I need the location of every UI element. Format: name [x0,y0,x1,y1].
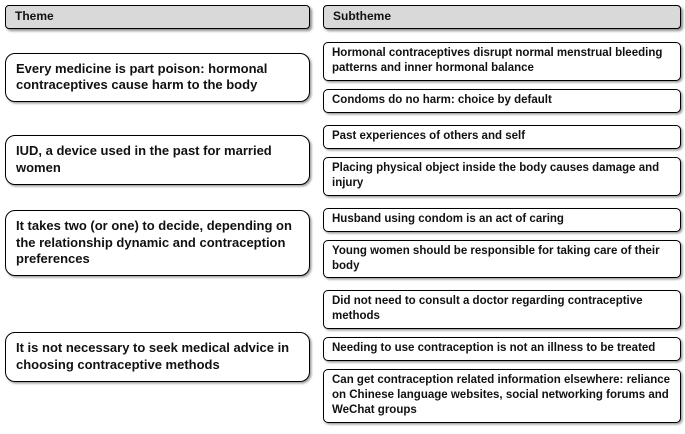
column-header-theme: Theme [5,5,310,29]
subtheme-box: Needing to use contraception is not an illness to be treated [323,337,681,361]
theme-group-2 [5,125,681,196]
theme-box: It is not necessary to seek medical advice in choosing contraceptive methods [5,332,310,382]
subtheme-column [323,290,681,423]
subtheme-column [323,125,681,196]
column-headers [5,5,681,29]
subtheme-box: Past experiences of others and self [323,125,681,149]
theme-group-3 [5,208,681,279]
theme-box: IUD, a device used in the past for married women [5,135,310,185]
subtheme-box: Husband using condom is an act of caring [323,208,681,232]
subtheme-box: Placing physical object inside the body causes damage and injury [323,157,681,196]
theme-group-1 [5,42,681,113]
subtheme-box: Condoms do no harm: choice by default [323,89,681,113]
subtheme-box: Hormonal contraceptives disrupt normal menstrual bleeding patterns and inner hormonal balance [323,42,681,81]
subtheme-column [323,208,681,279]
theme-box: Every medicine is part poison: hormonal contraceptives cause harm to the body [5,53,310,103]
theme-box: It takes two (or one) to decide, depending on the relationship dynamic and contraception preferences [5,210,310,277]
subtheme-column [323,42,681,113]
subtheme-box: Did not need to consult a doctor regarding contraceptive methods [323,290,681,329]
column-header-subtheme: Subtheme [323,5,681,29]
theme-group-4 [5,290,681,423]
subtheme-box: Young women should be responsible for taking care of their body [323,240,681,279]
subtheme-box: Can get contraception related information elsewhere: reliance on Chinese language websites, social networking forums and WeChat groups [323,369,681,423]
